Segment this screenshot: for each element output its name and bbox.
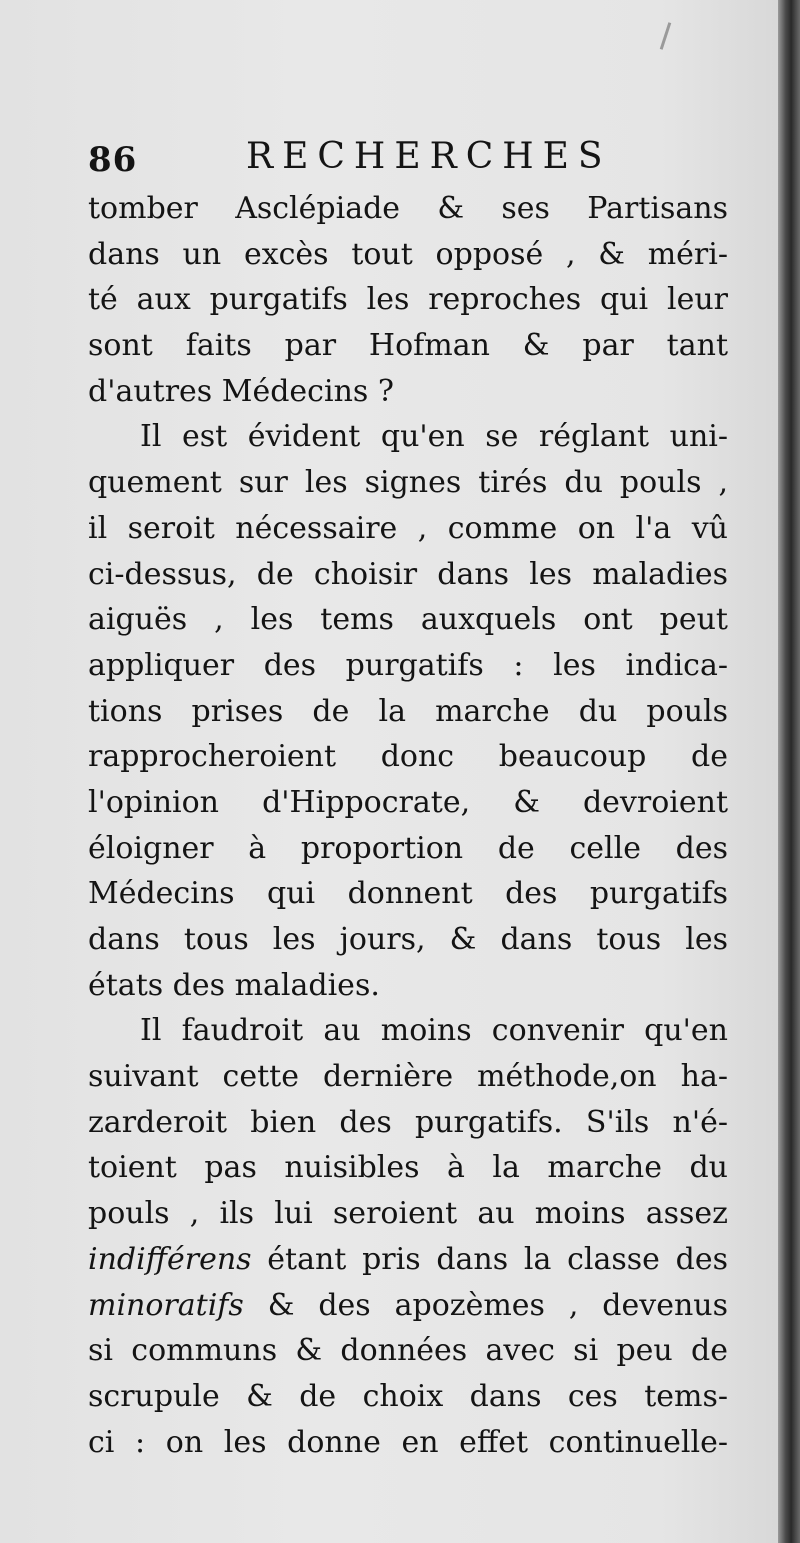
text-line: ci : on les donne en effet continuelle-: [88, 1424, 728, 1460]
text-line: aiguës , les tems auxquels ont peut: [88, 602, 728, 638]
text-line: états des maladies.: [88, 967, 380, 1003]
book-binding-edge: [778, 0, 800, 1543]
paragraph-start-line: Il est évident qu'en se réglant uni-: [140, 419, 728, 455]
text-line: éloigner à proportion de celle des: [88, 830, 728, 866]
text-line: dans tous les jours, & dans tous les: [88, 922, 728, 957]
page-number: 86: [88, 140, 138, 180]
text-line: rapprocheroient donc beaucoup de: [88, 739, 728, 775]
running-head: [88, 136, 728, 186]
italic-term: indifférens: [88, 1241, 252, 1277]
text-line: suivant cette dernière méthode,on ha-: [88, 1059, 728, 1095]
running-title: RECHERCHES: [246, 136, 612, 177]
ink-mark: [660, 22, 672, 50]
text-line: quement sur les signes tirés du pouls ,: [88, 465, 728, 501]
text-line: ci-dessus, de choisir dans les maladies: [88, 556, 728, 592]
text-line: l'opinion d'Hippocrate, & devroient: [88, 784, 728, 820]
body-text: [88, 186, 728, 1465]
text-line: minoratifs & des apozèmes , devenus: [88, 1287, 728, 1323]
text-line: tions prises de la marche du pouls: [88, 693, 728, 729]
text-line: zarderoit bien des purgatifs. S'ils n'é-: [88, 1104, 728, 1140]
text-line: appliquer des purgatifs : les indica-: [88, 647, 728, 683]
text-line: dans un excès tout opposé , & méri-: [88, 236, 728, 272]
text-line: toient pas nuisibles à la marche du: [88, 1150, 728, 1186]
text-line: scrupule & de choix dans ces tems-: [88, 1378, 728, 1414]
text-line: tomber Asclépiade & ses Partisans: [88, 191, 728, 226]
text-line: sont faits par Hofman & par tant: [88, 328, 728, 364]
text-line: si communs & données avec si peu de: [88, 1333, 728, 1369]
text-line: il seroit nécessaire , comme on l'a vû: [88, 510, 728, 546]
italic-term: minoratifs: [88, 1287, 244, 1323]
text-line: Médecins qui donnent des purgatifs: [88, 876, 728, 912]
text-line: indifférens étant pris dans la classe des: [88, 1241, 728, 1277]
text-line: d'autres Médecins ?: [88, 373, 394, 409]
text-line: té aux purgatifs les reproches qui leur: [88, 282, 728, 318]
text-line: pouls , ils lui seroient au moins assez: [88, 1196, 728, 1232]
paragraph-start-line: Il faudroit au moins convenir qu'en: [140, 1013, 728, 1049]
